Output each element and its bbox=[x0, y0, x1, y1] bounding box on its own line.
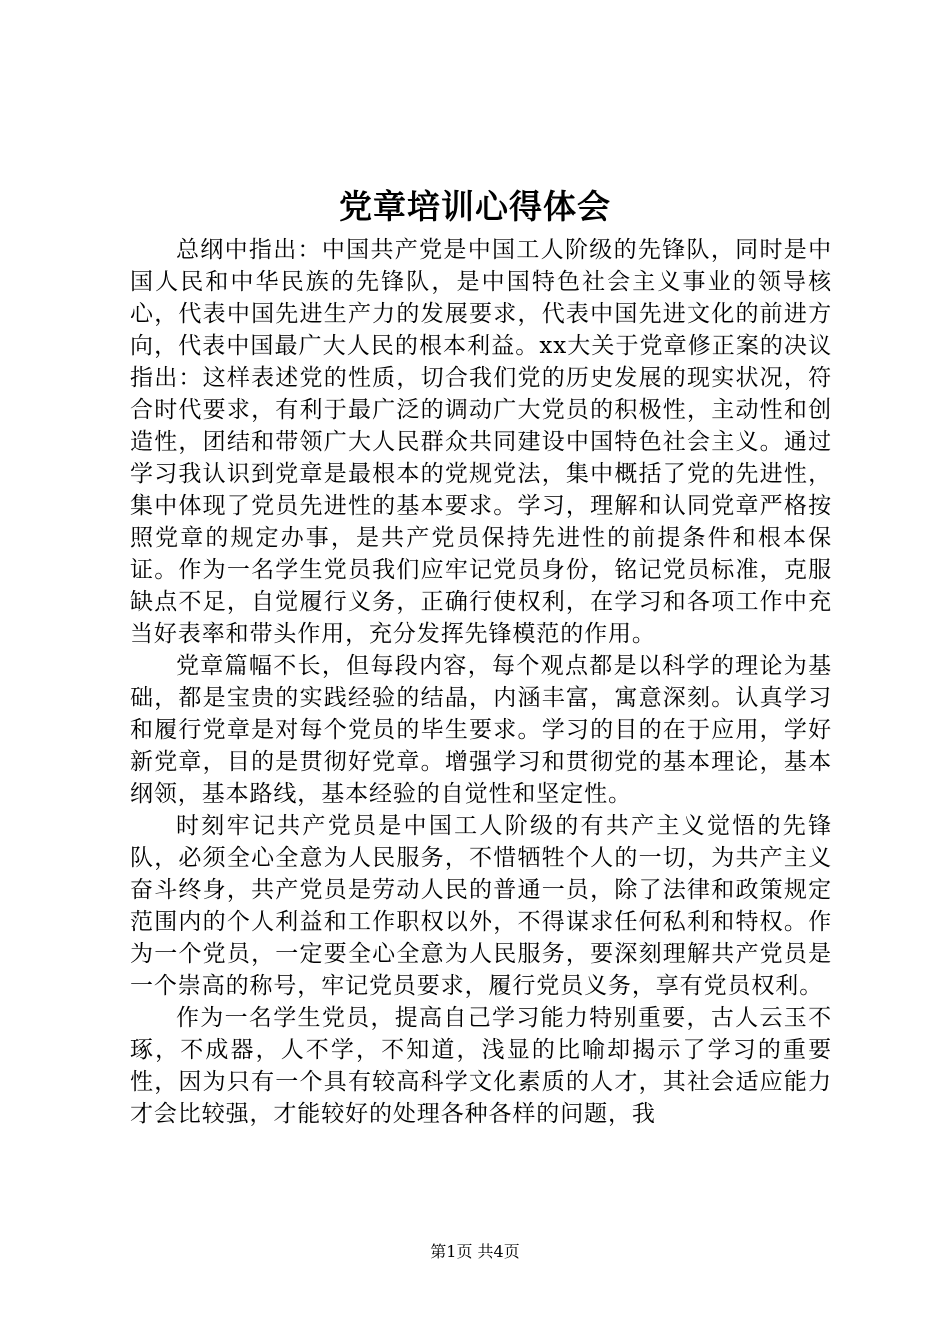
paragraph-1: 总纲中指出：中国共产党是中国工人阶级的先锋队，同时是中国人民和中华民族的先锋队，是中国特色社会主义事业的领导核心，代表中国先进生产力的发展要求，代表中国先进文化的前进方向，代表中国最广大人民的根本利益。xx大关于党章修正案的决议指出：这样表述党的性质，切合我们党的历史发展的现实状况，符合时代要求，有利于最广泛的调动广大党员的积极性，主动性和创造性，团结和带领广大人民群众共同建设中国特色社会主义。通过学习我认识到党章是最根本的党规党法，集中概括了党的先进性，集中体现了党员先进性的基本要求。学习，理解和认同党章严格按照党章的规定办事，是共产党员保持先进性的前提条件和根本保证。作为一名学生党员我们应牢记党员身份，铭记党员标准，克服缺点不足，自觉履行义务，正确行使权利，在学习和各项工作中充当好表率和带头作用，充分发挥先锋模范的作用。 bbox=[130, 237, 832, 647]
paragraph-2: 党章篇幅不长，但每段内容，每个观点都是以科学的理论为基础，都是宝贵的实践经验的结晶，内涵丰富，寓意深刻。认真学习和履行党章是对每个党员的毕生要求。学习的目的在于应用，学好新党章，目的是贯彻好党章。增强学习和贯彻党的基本理论，基本纲领，基本路线，基本经验的自觉性和坚定性。 bbox=[130, 653, 832, 807]
document-title: 党章培训心得体会 bbox=[339, 187, 611, 226]
page-number-footer: 第1页 共4页 bbox=[430, 1242, 520, 1261]
document-body bbox=[130, 234, 832, 1130]
paragraph-4: 作为一名学生党员，提高自己学习能力特别重要，古人云玉不琢，不成器，人不学，不知道，浅显的比喻却揭示了学习的重要性，因为只有一个具有较高科学文化素质的人才，其社会适应能力才会比较强，才能较好的处理各种各样的问题，我 bbox=[130, 1005, 832, 1127]
paragraph-3: 时刻牢记共产党员是中国工人阶级的有共产主义觉悟的先锋队，必须全心全意为人民服务，不惜牺牲个人的一切，为共产主义奋斗终身，共产党员是劳动人民的普通一员，除了法律和政策规定范围内的个人利益和工作职权以外，不得谋求任何私利和特权。作为一个党员，一定要全心全意为人民服务，要深刻理解共产党员是一个崇高的称号，牢记党员要求，履行党员义务，享有党员权利。 bbox=[130, 813, 832, 999]
